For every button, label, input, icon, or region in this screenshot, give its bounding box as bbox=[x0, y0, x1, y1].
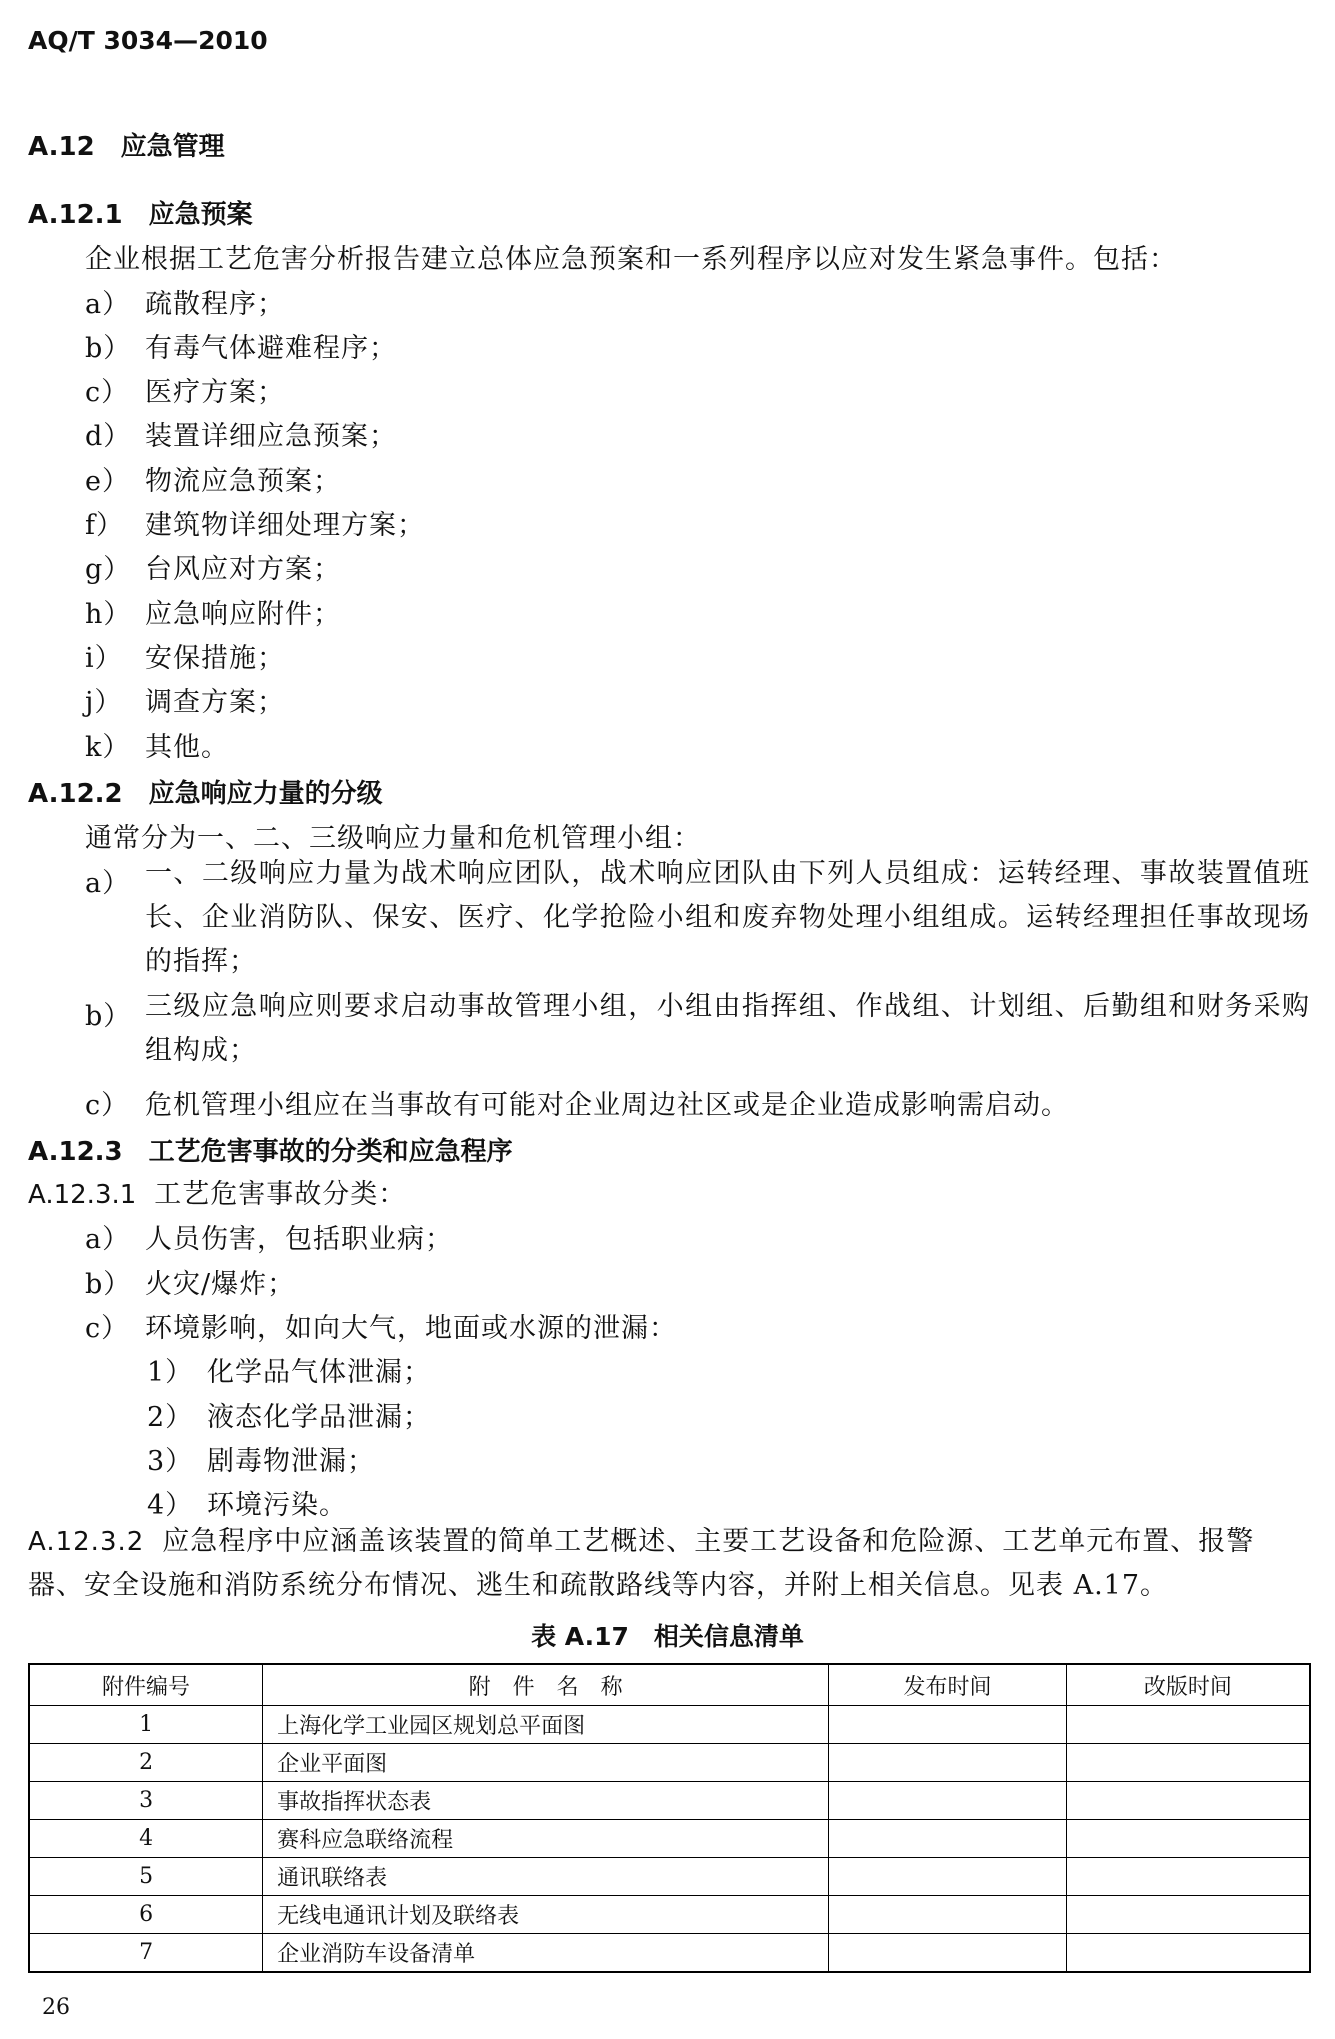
list-item: c） 环境影响，如向大气，地面或水源的泄漏： bbox=[85, 1313, 677, 1344]
list-item-text: 三级应急响应则要求启动事故管理小组，小组由指挥组、作战组、计划组、后勤组和财务采购组构成； bbox=[145, 991, 1310, 1066]
column-header: 改版时间 bbox=[1066, 1664, 1310, 1706]
table-header-row bbox=[29, 1664, 1310, 1706]
clause-text: 应急程序中应涵盖该装置的简单工艺概述、主要工艺设备和危险源、工艺单元布置、报警器、安全设施和消防系统分布情况、逃生和疏散路线等内容，并附上相关信息。见表 A.17。 bbox=[28, 1526, 1255, 1601]
page-number: 26 bbox=[42, 1995, 70, 2020]
section-number: A.12 bbox=[28, 132, 95, 162]
subsection-number: A.12.2 bbox=[28, 779, 123, 809]
list-item-text: 一、二级响应力量为战术响应团队，战术响应团队由下列人员组成：运转经理、事故装置值班长、企业消防队、保安、医疗、化学抢险小组和废弃物处理小组组成。运转经理担任事故现场的指挥； bbox=[145, 858, 1310, 977]
clause-paragraph bbox=[28, 1520, 1310, 1608]
list-item: b） 火灾/爆炸； bbox=[85, 1269, 296, 1300]
clause-title: 工艺危害事故分类： bbox=[154, 1179, 407, 1210]
subsection-number: A.12.1 bbox=[28, 200, 123, 230]
list-item: e） 物流应急预案； bbox=[85, 466, 341, 497]
column-header: 附 件 名 称 bbox=[263, 1664, 829, 1706]
list-item: c） 医疗方案； bbox=[85, 377, 285, 408]
section-heading bbox=[28, 126, 225, 163]
list-item: f） 建筑物详细处理方案； bbox=[85, 510, 425, 541]
subsection-title: 应急预案 bbox=[148, 200, 253, 230]
list-item: i） 安保措施； bbox=[85, 643, 285, 674]
list-marker: b） bbox=[85, 1001, 132, 1032]
table-row: 2 企业平面图 bbox=[29, 1744, 1310, 1782]
column-header: 附件编号 bbox=[29, 1664, 263, 1706]
paragraph: 企业根据工艺危害分析报告建立总体应急预案和一系列程序以应对发生紧急事件。包括： bbox=[85, 244, 1177, 275]
list-item: c） 危机管理小组应在当事故有可能对企业周边社区或是企业造成影响需启动。 bbox=[85, 1090, 1069, 1121]
paragraph: 通常分为一、二、三级响应力量和危机管理小组： bbox=[85, 823, 701, 854]
clause-number: A.12.3.1 bbox=[28, 1180, 137, 1210]
sub-list-item: 1） 化学品气体泄漏； bbox=[147, 1357, 431, 1388]
subsection-heading-2 bbox=[28, 773, 383, 810]
table-row: 7 企业消防车设备清单 bbox=[29, 1934, 1310, 1973]
sub-list-item: 4） 环境污染。 bbox=[147, 1490, 347, 1521]
subsection-number: A.12.3 bbox=[28, 1137, 123, 1167]
list-marker: a） bbox=[85, 868, 131, 899]
list-item: a） 人员伤害，包括职业病； bbox=[85, 1224, 453, 1255]
list-item: g） 台风应对方案； bbox=[85, 554, 341, 585]
attachments-table bbox=[28, 1663, 1311, 1973]
table-row: 1 上海化学工业园区规划总平面图 bbox=[29, 1706, 1310, 1744]
table-row: 6 无线电通讯计划及联络表 bbox=[29, 1896, 1310, 1934]
column-header: 发布时间 bbox=[829, 1664, 1067, 1706]
table-row: 5 通讯联络表 bbox=[29, 1858, 1310, 1896]
list-item: j） 调查方案； bbox=[85, 687, 285, 718]
list-item: k） 其他。 bbox=[85, 732, 229, 763]
list-item: h） 应急响应附件； bbox=[85, 599, 341, 630]
table-caption: 表 A.17 相关信息清单 bbox=[531, 1622, 804, 1651]
list-item: b） 有毒气体避难程序； bbox=[85, 333, 397, 364]
table-row: 4 赛科应急联络流程 bbox=[29, 1820, 1310, 1858]
table-row: 3 事故指挥状态表 bbox=[29, 1782, 1310, 1820]
sub-list-item: 3） 剧毒物泄漏； bbox=[147, 1446, 375, 1477]
subsection-heading-3 bbox=[28, 1131, 513, 1168]
subsection-title: 工艺危害事故的分类和应急程序 bbox=[148, 1137, 513, 1167]
subsection-title: 应急响应力量的分级 bbox=[148, 779, 383, 809]
sub-list-item: 2） 液态化学品泄漏； bbox=[147, 1402, 431, 1433]
clause-heading bbox=[28, 1172, 406, 1211]
document-header: AQ/T 3034—2010 bbox=[28, 26, 268, 55]
list-item: d） 装置详细应急预案； bbox=[85, 421, 397, 452]
list-item: a） 疏散程序； bbox=[85, 289, 285, 320]
clause-number: A.12.3.2 bbox=[28, 1527, 145, 1557]
subsection-heading-1 bbox=[28, 194, 253, 231]
section-title: 应急管理 bbox=[120, 132, 225, 162]
